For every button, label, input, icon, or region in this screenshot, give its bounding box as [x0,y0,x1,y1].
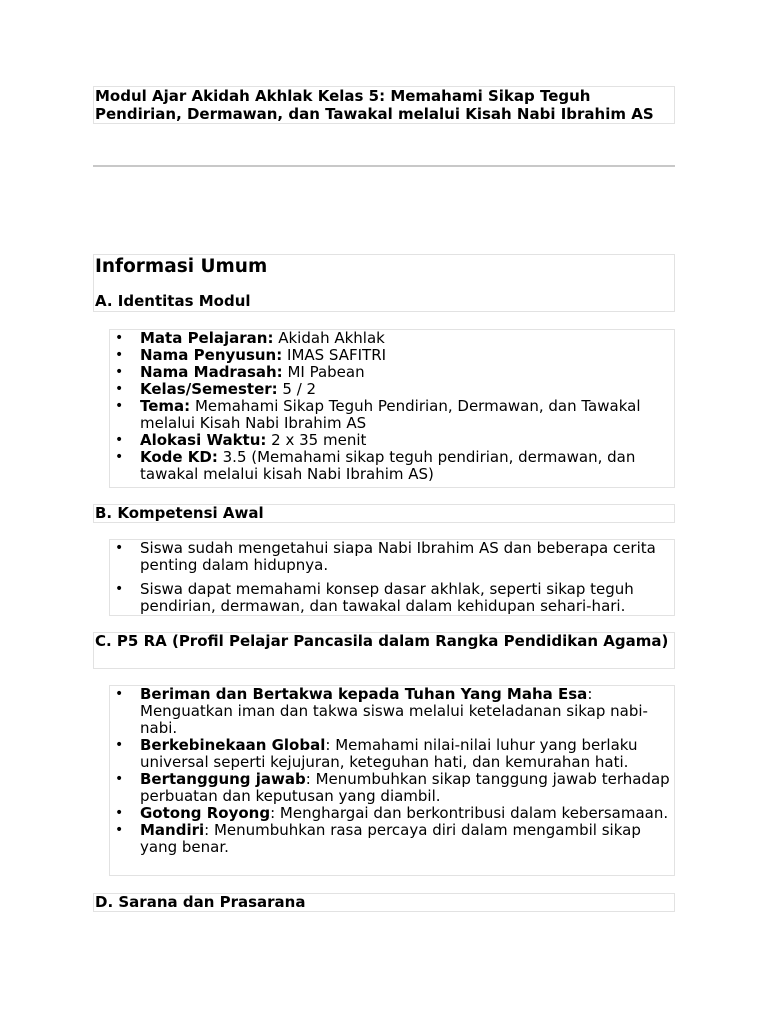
item-value: : Memahami nilai-nilai luhur yang berlaku universal seperti kejujuran, keteguhan hati, dan kemurahan hati. [140,736,638,771]
item-value: Memahami Sikap Teguh Pendirian, Dermawan, dan Tawakal melalui Kisah Nabi Ibrahim AS [140,397,641,432]
horizontal-divider [93,165,675,167]
list-item: • Siswa sudah mengetahui siapa Nabi Ibrahim AS dan beberapa cerita penting dalam hidupnya. [110,540,674,574]
item-label: Kelas/Semester: [140,380,278,398]
item-value: IMAS SAFITRI [282,346,387,364]
item-value: : Menghargai dan berkontribusi dalam kebersamaan. [270,804,669,822]
item-label: Kode KD: [140,448,218,466]
item-value: MI Pabean [282,363,365,381]
p5-ra-heading: C. P5 RA (Profil Pelajar Pancasila dalam Rangka Pendidikan Agama) [93,632,675,669]
list-item [110,737,674,771]
list-item [110,432,674,449]
list-item [110,805,674,822]
list-item [110,686,674,737]
list-item [110,364,674,381]
list-item [110,398,674,432]
document-title: Modul Ajar Akidah Akhlak Kelas 5: Memahami Sikap Teguh Pendirian, Dermawan, dan Tawakal melalui Kisah Nabi Ibrahim AS [93,86,675,124]
p5-list-box [109,685,675,876]
list-item [110,449,674,483]
item-label: Mandiri [140,821,205,839]
kompetensi-list-box [109,539,675,616]
item-value: 2 x 35 menit [266,431,367,449]
item-value: 3.5 (Memahami sikap teguh pendirian, dermawan, dan tawakal melalui kisah Nabi Ibrahim AS) [140,448,636,483]
item-value: : Menumbuhkan sikap tanggung jawab terhadap perbuatan dan keputusan yang diambil. [140,770,670,805]
list-item [110,330,674,347]
identitas-modul-heading: A. Identitas Modul [95,292,251,310]
list-item [110,771,674,805]
item-label: Gotong Royong [140,804,271,822]
list-item [110,822,674,856]
item-label: Beriman dan Bertakwa kepada Tuhan Yang Maha Esa [140,685,588,703]
item-label: Tema: [140,397,191,415]
item-label: Nama Penyusun: [140,346,283,364]
item-value: : Menumbuhkan rasa percaya diri dalam mengambil sikap yang benar. [140,821,641,856]
item-label: Nama Madrasah: [140,363,283,381]
item-label: Bertanggung jawab [140,770,306,788]
list-item [110,381,674,398]
p5-list [110,686,674,856]
kompetensi-awal-heading: B. Kompetensi Awal [93,504,675,523]
item-label: Alokasi Waktu: [140,431,267,449]
info-umum-heading: Informasi Umum [95,256,268,277]
identitas-list-box [109,329,675,488]
item-label: Mata Pelajaran: [140,329,274,347]
identitas-list [110,330,674,483]
list-item: • Siswa dapat memahami konsep dasar akhlak, seperti sikap teguh pendirian, dermawan, dan tawakal dalam kehidupan sehari-hari. [110,581,674,615]
info-umum-section [93,254,675,312]
sarana-prasarana-heading: D. Sarana dan Prasarana [93,893,675,912]
item-value: 5 / 2 [277,380,317,398]
item-value: : Menguatkan iman dan takwa siswa melalui keteladanan sikap nabi-nabi. [140,685,648,737]
list-item [110,347,674,364]
kompetensi-list [110,540,674,615]
item-label: Berkebinekaan Global [140,736,326,754]
item-value: Akidah Akhlak [273,329,385,347]
